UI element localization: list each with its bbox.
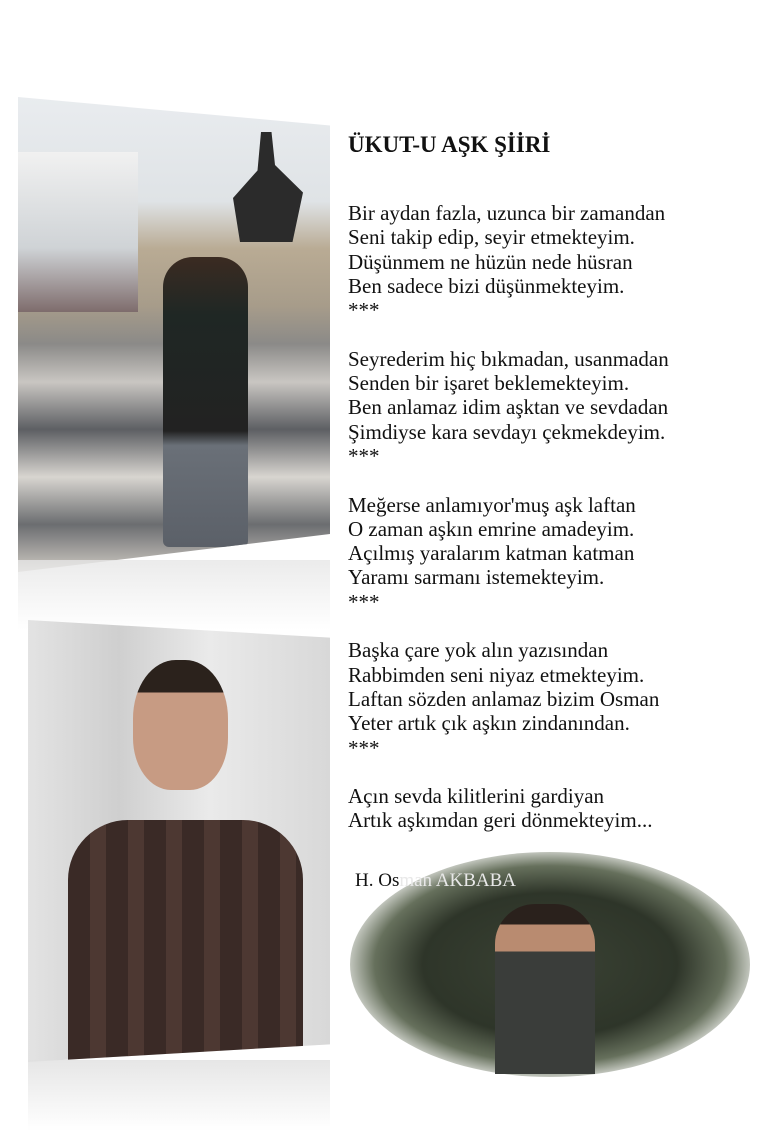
author-name-part: H. Os: [355, 870, 400, 891]
poem-line: Bir aydan fazla, uzunca bir zamandan: [348, 201, 666, 225]
poem-line: Ben sadece bizi düşünmekteyim.: [348, 273, 625, 298]
poem-line: Rabbimden seni niyaz etmekteyim.: [348, 662, 645, 687]
photo-portrait: [28, 620, 330, 1062]
person: [163, 257, 248, 547]
stanza-gap: [348, 760, 669, 784]
stanza-gap: [348, 322, 669, 346]
poem-line: Açılmış yaralarım katman katman: [348, 541, 635, 566]
person: [495, 904, 595, 1074]
stanza: [348, 638, 669, 759]
stanza-separator: ***: [348, 735, 380, 760]
poem-line: Laftan sözden anlamaz bizim Osman: [348, 686, 660, 711]
photo-reflection: [18, 560, 330, 630]
photo-statue-square: [18, 97, 330, 572]
poem-line: Yaramı sarmanı istemekteyim.: [348, 565, 605, 590]
stanza-gap: [348, 614, 669, 638]
poem-line: Yeter artık çık aşkın zindanından.: [348, 711, 630, 736]
stanza: [348, 347, 669, 468]
author-name: [355, 870, 516, 892]
stanza: [348, 201, 669, 322]
poem-line: Artık aşkımdan geri dönmekteyim...: [348, 808, 653, 833]
stanza-separator: ***: [348, 589, 380, 614]
poem-line: Seyrederim hiç bıkmadan, usanmadan: [348, 346, 669, 371]
stanza: [348, 784, 669, 833]
stanza-separator: ***: [348, 443, 380, 468]
poem-line: Başka çare yok alın yazısından: [348, 638, 609, 663]
author-name-part: man AKBABA: [399, 870, 516, 891]
person-body: [68, 820, 303, 1062]
poem-line: Senden bir işaret beklemekteyim.: [348, 371, 630, 396]
poem-line: Seni takip edip, seyir etmekteyim.: [348, 225, 635, 250]
poem-line: Şimdiyse kara sevdayı çekmekdeyim.: [348, 419, 666, 444]
poem-body: [348, 201, 669, 833]
poem-line: Açın sevda kilitlerini gardiyan: [348, 784, 605, 809]
stanza-gap: [348, 468, 669, 492]
person-head: [133, 660, 228, 790]
photo-reflection: [28, 1060, 330, 1131]
stanza-separator: ***: [348, 298, 380, 323]
statue: [233, 132, 303, 242]
poem-line: O zaman aşkın emrine amadeyim.: [348, 516, 635, 541]
stanza: [348, 493, 669, 614]
poem-title: ÜKUT-U AŞK ŞİİRİ: [348, 132, 551, 157]
poem-line: Ben anlamaz idim aşktan ve sevdadan: [348, 395, 669, 420]
building: [18, 152, 138, 312]
poem-line: Düşünmem ne hüzün nede hüsran: [348, 249, 633, 274]
poem-line: Meğerse anlamıyor'muş aşk laftan: [348, 492, 636, 517]
